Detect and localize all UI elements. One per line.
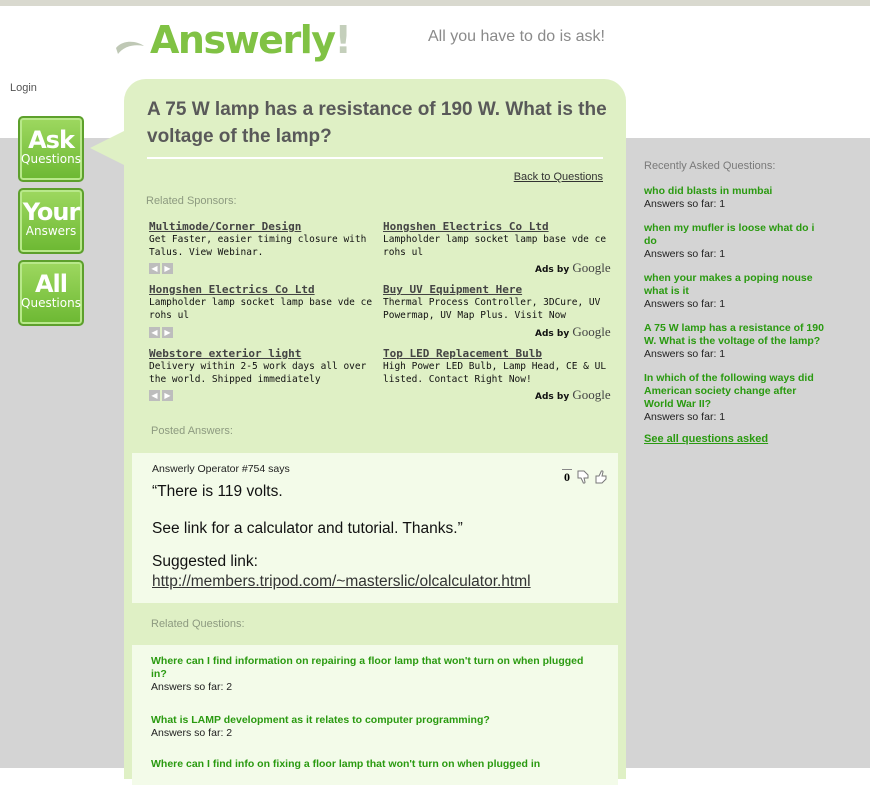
all-questions-button[interactable] xyxy=(18,260,84,326)
recent-question-link[interactable]: who did blasts in mumbai xyxy=(644,185,773,197)
ads-by-google[interactable] xyxy=(535,324,611,340)
logo-exclamation: ! xyxy=(334,18,352,62)
question-title: A 75 W lamp has a resistance of 190 W. What is the voltage of the lamp? xyxy=(147,99,607,147)
sponsor-ad[interactable] xyxy=(383,347,615,386)
related-questions-list xyxy=(132,645,618,785)
ask-questions-big-label: Ask xyxy=(28,126,74,154)
your-answers-big-label: Your xyxy=(22,198,80,226)
list-item xyxy=(644,185,824,211)
answer-count: Answers so far: 2 xyxy=(151,681,233,693)
sponsor-ad[interactable] xyxy=(383,220,615,259)
all-questions-small-label: Questions xyxy=(21,296,81,310)
ad-description: High Power LED Bulb, Lamp Head, CE & UL listed. Contact Right Now! xyxy=(383,361,607,385)
recent-question-link[interactable]: A 75 W lamp has a resistance of 190 W. What is the voltage of the lamp? xyxy=(644,322,824,347)
recent-questions-heading: Recently Asked Questions: xyxy=(644,160,776,172)
related-question-link[interactable]: Where can I find info on fixing a floor lamp that won't turn on when plugged in xyxy=(151,758,541,770)
ad-title-link[interactable]: Buy UV Equipment Here xyxy=(383,283,523,296)
related-questions-label: Related Questions: xyxy=(151,618,245,630)
related-question-link[interactable]: Where can I find information on repairing a floor lamp that won't turn on when plugged in? xyxy=(151,655,584,680)
google-label: Google xyxy=(572,260,611,275)
list-item xyxy=(644,322,824,361)
thumbs-up-icon[interactable] xyxy=(594,469,610,485)
ad-nav-arrows xyxy=(149,327,173,338)
ad-title-link[interactable]: Hongshen Electrics Co Ltd xyxy=(383,220,549,233)
recent-question-link[interactable]: when your makes a poping nouse what is it xyxy=(644,272,813,297)
suggested-link-label: Suggested link: xyxy=(152,553,258,570)
ad-next-icon[interactable]: ▶ xyxy=(162,327,173,338)
list-item xyxy=(151,655,596,694)
site-logo[interactable] xyxy=(114,14,352,62)
google-label: Google xyxy=(572,324,611,339)
related-sponsors-label: Related Sponsors: xyxy=(146,195,237,207)
ad-description: Thermal Process Controller, 3DCure, UV Powermap, UV Map Plus. Visit Now xyxy=(383,297,601,321)
ads-by-google[interactable] xyxy=(535,387,611,403)
recent-question-link[interactable]: In which of the following ways did American society change after World War II? xyxy=(644,372,814,410)
answer-line: See link for a calculator and tutorial. Thanks.” xyxy=(152,520,463,537)
site-tagline: All you have to do is ask! xyxy=(428,28,605,45)
ads-by-google[interactable] xyxy=(535,260,611,276)
answer-card xyxy=(132,453,618,603)
ad-title-link[interactable]: Webstore exterior light xyxy=(149,347,302,360)
title-divider xyxy=(147,157,603,159)
ads-by-label: Ads by xyxy=(535,329,570,339)
related-question-link[interactable]: What is LAMP development as it relates to computer programming? xyxy=(151,714,490,726)
answer-count: Answers so far: 1 xyxy=(644,248,726,260)
answer-count: Answers so far: 1 xyxy=(644,411,726,423)
ad-nav-arrows xyxy=(149,263,173,274)
google-label: Google xyxy=(572,387,611,402)
active-nav-pointer xyxy=(90,130,126,166)
list-item xyxy=(644,372,824,424)
ad-nav-arrows xyxy=(149,390,173,401)
ad-prev-icon[interactable]: ◀ xyxy=(149,263,160,274)
ads-by-label: Ads by xyxy=(535,392,570,402)
top-border xyxy=(0,0,870,6)
list-item xyxy=(644,222,824,261)
sponsor-ad[interactable] xyxy=(149,283,381,322)
recent-question-link[interactable]: when my mufler is loose what do i do xyxy=(644,222,815,247)
question-panel xyxy=(124,79,626,779)
ad-prev-icon[interactable]: ◀ xyxy=(149,327,160,338)
ad-title-link[interactable]: Hongshen Electrics Co Ltd xyxy=(149,283,315,296)
posted-answers-label: Posted Answers: xyxy=(151,425,233,437)
sponsor-ad[interactable] xyxy=(149,347,381,386)
ad-title-link[interactable]: Top LED Replacement Bulb xyxy=(383,347,542,360)
answer-line: “There is 119 volts. xyxy=(152,483,283,500)
recent-questions-sidebar xyxy=(644,160,824,445)
ad-description: Delivery within 2-5 work days all over the world. Shipped immediately xyxy=(149,361,367,385)
logo-swoosh-icon xyxy=(114,38,148,62)
ad-description: Lampholder lamp socket lamp base vde ce rohs ul xyxy=(149,297,373,321)
your-answers-small-label: Answers xyxy=(25,224,77,238)
login-link[interactable]: Login xyxy=(10,82,37,94)
ask-questions-small-label: Questions xyxy=(21,152,81,166)
all-questions-big-label: All xyxy=(34,270,68,298)
ad-prev-icon[interactable]: ◀ xyxy=(149,390,160,401)
logo-wordmark: Answerly xyxy=(150,18,335,62)
answer-author: Answerly Operator #754 says xyxy=(152,463,290,475)
back-to-questions-link[interactable]: Back to Questions xyxy=(513,171,603,183)
list-item xyxy=(644,272,824,311)
answer-body xyxy=(152,483,592,557)
list-item xyxy=(151,714,596,740)
sponsor-ad[interactable] xyxy=(149,220,381,259)
vote-count: 0 xyxy=(564,470,570,484)
answer-count: Answers so far: 2 xyxy=(151,727,233,739)
answer-count: Answers so far: 1 xyxy=(644,348,726,360)
sponsor-ad[interactable] xyxy=(383,283,615,322)
ads-by-label: Ads by xyxy=(535,265,570,275)
see-all-questions-link[interactable]: See all questions asked xyxy=(644,433,769,445)
suggested-link[interactable]: http://members.tripod.com/~masterslic/olcalculator.html xyxy=(152,573,531,590)
your-answers-button[interactable] xyxy=(18,188,84,254)
ad-title-link[interactable]: Multimode/Corner Design xyxy=(149,220,302,233)
ad-next-icon[interactable]: ▶ xyxy=(162,263,173,274)
answer-count: Answers so far: 1 xyxy=(644,198,726,210)
answer-count: Answers so far: 1 xyxy=(644,298,726,310)
ad-description: Lampholder lamp socket lamp base vde ce rohs ul xyxy=(383,234,607,258)
list-item xyxy=(151,758,596,771)
ad-next-icon[interactable]: ▶ xyxy=(162,390,173,401)
ad-description: Get Faster, easier timing closure with Talus. View Webinar. xyxy=(149,234,367,258)
ask-questions-button[interactable] xyxy=(18,116,84,182)
